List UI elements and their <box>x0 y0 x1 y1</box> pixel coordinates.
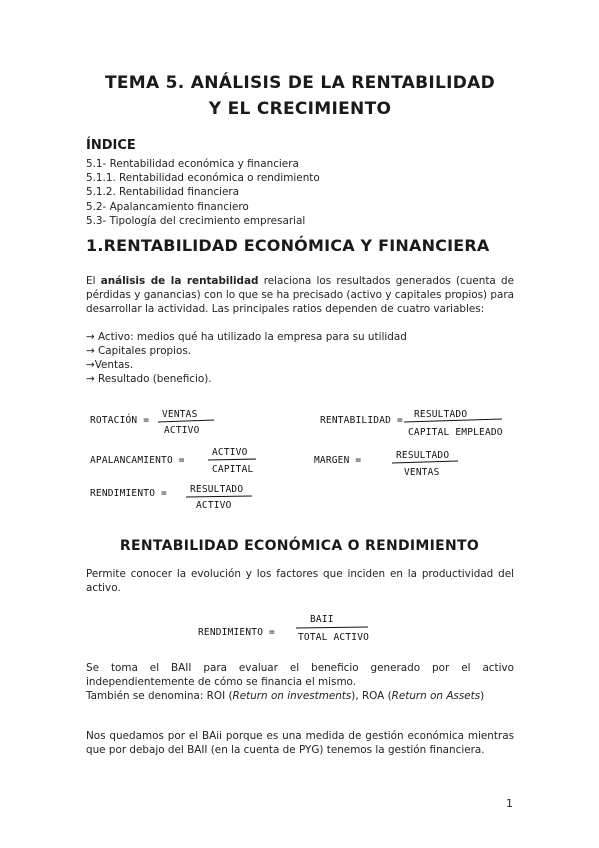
rendimiento-paragraph-3: Nos quedamos por el BAii porque es una medida de gestión económica mientras que por debajo del BAII (en la cuenta de PYG) tenemos la gestión financiera. <box>86 730 514 756</box>
index-item: 5.2- Apalancamiento financiero <box>86 200 249 213</box>
formula-apalancamiento-denominator: CAPITAL <box>212 464 254 475</box>
variable-item: → Activo: medios qué ha utilizado la empresa para su utilidad <box>86 331 407 343</box>
index-item: 5.3- Tipología del crecimiento empresarial <box>86 214 306 227</box>
formula-rentabilidad-name: RENTABILIDAD = <box>320 415 403 426</box>
formula-baii-name: RENDIMIENTO = <box>198 627 275 638</box>
formula-rotacion <box>90 409 214 436</box>
index-item: 5.1.1. Rentabilidad económica o rendimiento <box>86 172 320 185</box>
roa-end: ) <box>480 690 485 702</box>
formula-margen-bar <box>392 461 458 463</box>
roi-roa-line <box>86 689 514 703</box>
formula-rotacion-bar <box>158 420 214 422</box>
formula-rotacion-denominator: ACTIVO <box>164 425 200 436</box>
title-line-2: Y EL CRECIMIENTO <box>208 99 392 119</box>
formula-baii-bar <box>296 627 368 628</box>
formula-rotacion-numerator: VENTAS <box>162 409 198 420</box>
formula-baii-denominator: TOTAL ACTIVO <box>298 632 370 643</box>
formula-margen-numerator: RESULTADO <box>396 450 450 461</box>
intro-pre: El <box>86 275 101 287</box>
page-number: 1 <box>506 797 513 810</box>
variable-item: →Ventas. <box>86 359 134 371</box>
index-item: 5.1- Rentabilidad económica y financiera <box>86 158 299 170</box>
formula-margen <box>314 450 458 478</box>
formula-rendimiento <box>90 484 252 511</box>
formula-rotacion-name: ROTACIÓN = <box>90 415 150 426</box>
formula-apalancamiento-numerator: ACTIVO <box>212 447 248 458</box>
formula-apalancamiento-bar <box>208 459 256 460</box>
roa-pre: ), ROA ( <box>351 690 392 702</box>
index-heading: ÍNDICE <box>86 138 136 153</box>
intro-bold: análisis de la rentabilidad <box>100 275 259 287</box>
formula-rendimiento-baii <box>198 614 369 643</box>
formula-rendimiento-numerator: RESULTADO <box>190 484 244 495</box>
subsection-heading: RENTABILIDAD ECONÓMICA O RENDIMIENTO <box>119 538 480 554</box>
formula-baii-numerator: BAII <box>310 614 334 625</box>
formula-margen-denominator: VENTAS <box>404 467 440 478</box>
formula-rentabilidad <box>320 409 503 438</box>
baii-explanation: Se toma el BAII para evaluar el beneficio generado por el activo independientemente de cómo se financia el mismo. <box>86 662 514 688</box>
formula-rentabilidad-denominator: CAPITAL EMPLEADO <box>408 427 503 438</box>
formula-rendimiento-name: RENDIMIENTO = <box>90 488 167 499</box>
formula-apalancamiento-name: APALANCAMIENTO = <box>90 455 185 466</box>
intro-post: relaciona los resultados generados (cuenta de pérdidas y ganancias) con lo que se ha precisado (activo y capitales propios) para desarrollar la actividad. Las principales ratios dependen de cuatro variables: <box>86 275 514 315</box>
rendimiento-paragraph-2 <box>86 661 514 703</box>
formula-rentabilidad-numerator: RESULTADO <box>414 409 468 420</box>
variable-item: → Resultado (beneficio). <box>86 373 212 385</box>
roi-italic: Return on investments <box>232 690 352 702</box>
roi-pre: También se denomina: ROI ( <box>86 690 233 702</box>
formula-rendimiento-denominator: ACTIVO <box>196 500 232 511</box>
index-item: 5.1.2. Rentabilidad financiera <box>86 186 240 199</box>
formula-apalancamiento <box>90 447 256 475</box>
roa-italic: Return on Assets <box>391 690 481 702</box>
formula-margen-name: MARGEN = <box>314 455 362 466</box>
rendimiento-paragraph-1: Permite conocer la evolución y los factores que inciden en la productividad del activo. <box>86 568 514 594</box>
variable-item: → Capitales propios. <box>86 345 192 357</box>
title-line-1: TEMA 5. ANÁLISIS DE LA RENTABILIDAD <box>104 73 496 93</box>
formula-rendimiento-bar <box>186 496 252 497</box>
section-heading: 1.RENTABILIDAD ECONÓMICA Y FINANCIERA <box>86 236 490 255</box>
